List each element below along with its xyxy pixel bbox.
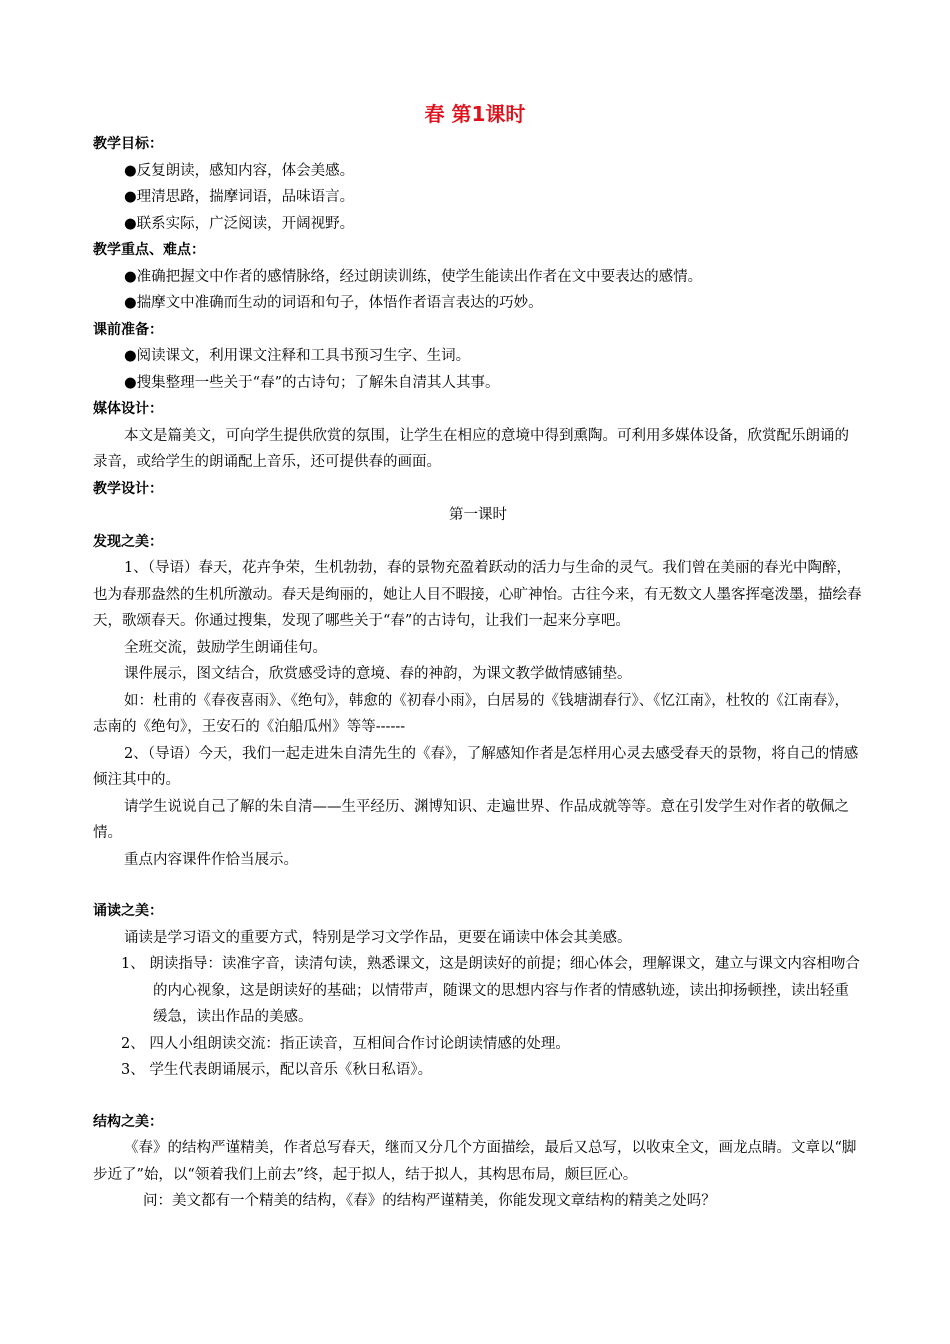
section-heading-key-points: 教学重点、难点： xyxy=(93,242,205,258)
section-heading-media: 媒体设计： xyxy=(93,401,163,417)
section-heading-prep: 课前准备： xyxy=(93,321,163,338)
prep-item: ●阅读课文，利用课文注释和工具书预习生字、生词。 xyxy=(124,348,471,364)
recite-item: 1、 朗读指导：读准字音，读清句读，熟悉课文，这是朗读好的前提；细心体会，理解课文，建立与课文内容相吻合的内心视象，这是朗读好的基础；以情带声，随课文的思想内容与作者的情感轨迹，读出抑扬顿挫，读出轻重缓急，读出作品的美感。 xyxy=(121,956,860,1025)
section-heading-goals: 教学目标： xyxy=(93,136,163,152)
discover-paragraph: 重点内容课件作恰当展示。 xyxy=(124,851,298,868)
spacer xyxy=(93,1084,863,1109)
goal-item: ●理清思路，揣摩词语，品味语言。 xyxy=(124,189,355,205)
recite-item: 3、 学生代表朗诵展示，配以音乐《秋日私语》。 xyxy=(121,1062,433,1078)
key-point-item: ●揣摩文中准确而生动的词语和句子，体悟作者语言表达的巧妙。 xyxy=(124,295,543,311)
goal-item: ●反复朗读，感知内容，体会美感。 xyxy=(124,162,355,179)
structure-question: 问：美文都有一个精美的结构，《春》的结构严谨精美，你能发现文章结构的精美之处吗？ xyxy=(143,1193,716,1209)
discover-paragraph: 1、（导语）春天，花卉争荣，生机勃勃，春的景物充盈着跃动的活力与生命的灵气。我们曾在美丽的春光中陶醉，也为春那盎然的生机所激动。春天是绚丽的，她让人目不暇接，心旷神怡。古往今来，有无数文人墨客挥毫泼墨，描绘春天，歌颂春天。你通过搜集，发现了哪些关于“春”的古诗句，让我们一起来分享吧。 xyxy=(93,560,862,629)
structure-paragraph: 《春》的结构严谨精美，作者总写春天，继而又分几个方面描绘，最后又总写，以收束全文，画龙点睛。文章以“脚步近了”始，以“领着我们上前去”终，起于拟人，结于拟人，其构思布局，颇巨匠心。 xyxy=(93,1140,857,1183)
discover-paragraph: 全班交流，鼓励学生朗诵佳句。 xyxy=(124,639,327,656)
section-heading-structure: 结构之美： xyxy=(93,1113,163,1130)
discover-paragraph: 课件展示，图文结合，欣赏感受诗的意境、春的神韵，为课文教学做情感铺垫。 xyxy=(124,666,632,682)
section-heading-discover: 发现之美： xyxy=(93,533,163,550)
document-title: 春 第1课时 xyxy=(424,102,526,126)
recite-item: 2、 四人小组朗读交流：指正读音，互相间合作讨论朗读情感的处理。 xyxy=(121,1035,570,1052)
lesson-label: 第一课时 xyxy=(449,507,507,523)
document-body xyxy=(93,131,863,1215)
key-point-item: ●准确把握文中作者的感情脉络，经过朗读训练，使学生能读出作者在文中要表达的感情。 xyxy=(124,268,703,285)
goal-item: ●联系实际，广泛阅读，开阔视野。 xyxy=(124,215,355,232)
section-heading-recite: 诵读之美： xyxy=(93,903,163,919)
prep-item: ●搜集整理一些关于“春”的古诗句；了解朱自清其人其事。 xyxy=(124,374,500,391)
spacer xyxy=(93,873,863,898)
discover-paragraph: 如：杜甫的《春夜喜雨》、《绝句》，韩愈的《初春小雨》，白居易的《钱塘湖春行》、《忆江南》，杜牧的《江南春》，志南的《绝句》，王安石的《泊船瓜州》等等------ xyxy=(93,692,849,735)
discover-paragraph: 请学生说说自己了解的朱自清——生平经历、渊博知识、走遍世界、作品成就等等。意在引发学生对作者的敬佩之情。 xyxy=(93,798,849,841)
media-paragraph: 本文是篇美文，可向学生提供欣赏的氛围，让学生在相应的意境中得到熏陶。可利用多媒体设备，欣赏配乐朗诵的录音，或给学生的朗诵配上音乐，还可提供春的画面。 xyxy=(93,427,849,470)
section-heading-design: 教学设计： xyxy=(93,480,163,497)
recite-intro: 诵读是学习语文的重要方式，特别是学习文学作品，更要在诵读中体会其美感。 xyxy=(124,929,632,946)
discover-paragraph: 2、（导语）今天，我们一起走进朱自清先生的《春》，了解感知作者是怎样用心灵去感受春天的景物，将自己的情感倾注其中的。 xyxy=(93,745,859,788)
